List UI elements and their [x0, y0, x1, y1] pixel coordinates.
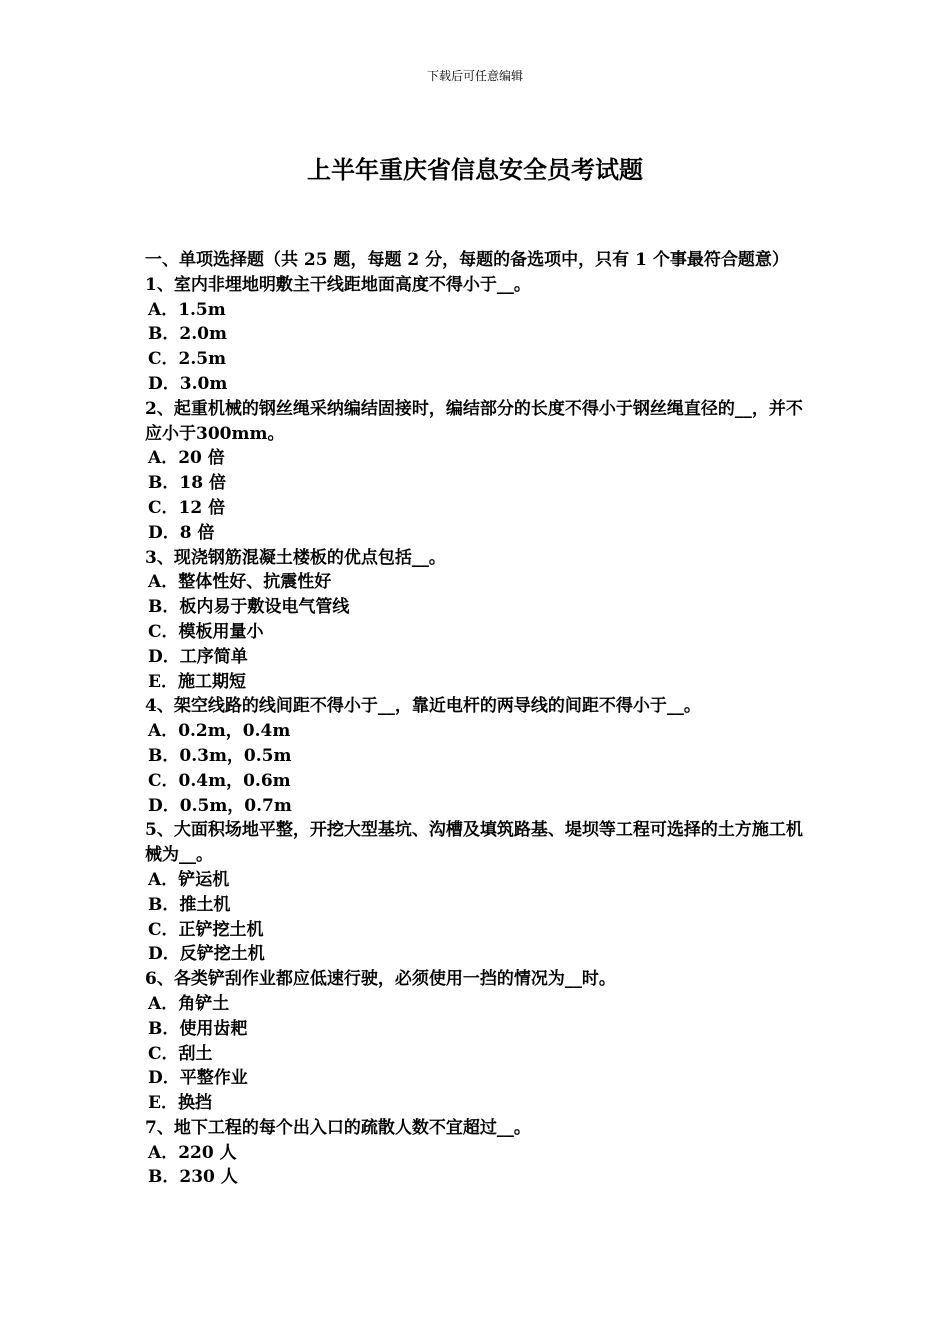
- page-header: 下载后可任意编辑: [426, 69, 523, 83]
- question-1: [145, 273, 810, 397]
- option-a: A．铲运机: [148, 869, 230, 890]
- option-c: C．模板用量小: [148, 621, 264, 642]
- question-text: 2、起重机械的钢丝绳采纳编结固接时，编结部分的长度不得小于钢丝绳直径的__，并不应小于300mm。: [145, 398, 803, 444]
- option-e: E．换挡: [148, 1093, 212, 1114]
- question-6: [145, 967, 810, 1116]
- option-c: C．12 倍: [148, 497, 226, 518]
- option-b: B．230 人: [148, 1167, 238, 1188]
- question-text: 3、现浇钢筋混凝土楼板的优点包括__。: [145, 547, 446, 568]
- question-5: [145, 818, 810, 967]
- option-b: B．0.3m，0.5m: [148, 745, 292, 766]
- question-text: 6、各类铲刮作业都应低速行驶，必须使用一挡的情况为__时。: [145, 969, 616, 990]
- question-text: 4、架空线路的线间距不得小于__，靠近电杆的两导线的间距不得小于__。: [145, 696, 701, 717]
- option-b: B．板内易于敷设电气管线: [148, 597, 350, 618]
- option-e: E．施工期短: [148, 671, 246, 692]
- option-a: A．20 倍: [148, 448, 225, 469]
- option-c: C．2.5m: [148, 349, 227, 370]
- option-a: A．1.5m: [148, 299, 226, 320]
- question-4: [145, 694, 810, 818]
- option-d: D．3.0m: [148, 373, 228, 394]
- option-b: B．使用齿耙: [148, 1018, 248, 1039]
- option-a: A．0.2m，0.4m: [148, 721, 291, 742]
- question-3: [145, 546, 810, 695]
- option-d: D．反铲挖土机: [148, 944, 265, 965]
- option-c: C．0.4m，0.6m: [148, 770, 291, 791]
- question-2: [145, 397, 810, 546]
- option-b: B．2.0m: [148, 324, 227, 345]
- option-b: B．18 倍: [148, 473, 226, 494]
- document-body: [145, 248, 810, 1190]
- document-title: 上半年重庆省信息安全员考试题: [307, 155, 643, 184]
- option-a: A．整体性好、抗震性好: [148, 572, 332, 593]
- question-text: 7、地下工程的每个出入口的疏散人数不宜超过__。: [145, 1117, 531, 1138]
- question-text: 5、大面积场地平整，开挖大型基坑、沟槽及填筑路基、堤坝等工程可选择的土方施工机械为__。: [145, 820, 803, 866]
- option-d: D．0.5m，0.7m: [148, 795, 292, 816]
- question-7: [145, 1116, 810, 1190]
- question-text: 1、室内非埋地明敷主干线距地面高度不得小于__。: [145, 274, 531, 295]
- option-b: B．推土机: [148, 894, 231, 915]
- option-c: C．正铲挖土机: [148, 919, 264, 940]
- section-heading: 一、单项选择题（共 25 题，每题 2 分，每题的备选项中，只有 1 个事最符合题意）: [145, 250, 789, 270]
- option-d: D．平整作业: [148, 1068, 248, 1089]
- option-d: D．8 倍: [148, 522, 215, 543]
- option-d: D．工序简单: [148, 646, 248, 667]
- option-a: A．角铲土: [148, 993, 230, 1014]
- option-c: C．刮土: [148, 1043, 213, 1064]
- option-a: A．220 人: [148, 1142, 237, 1163]
